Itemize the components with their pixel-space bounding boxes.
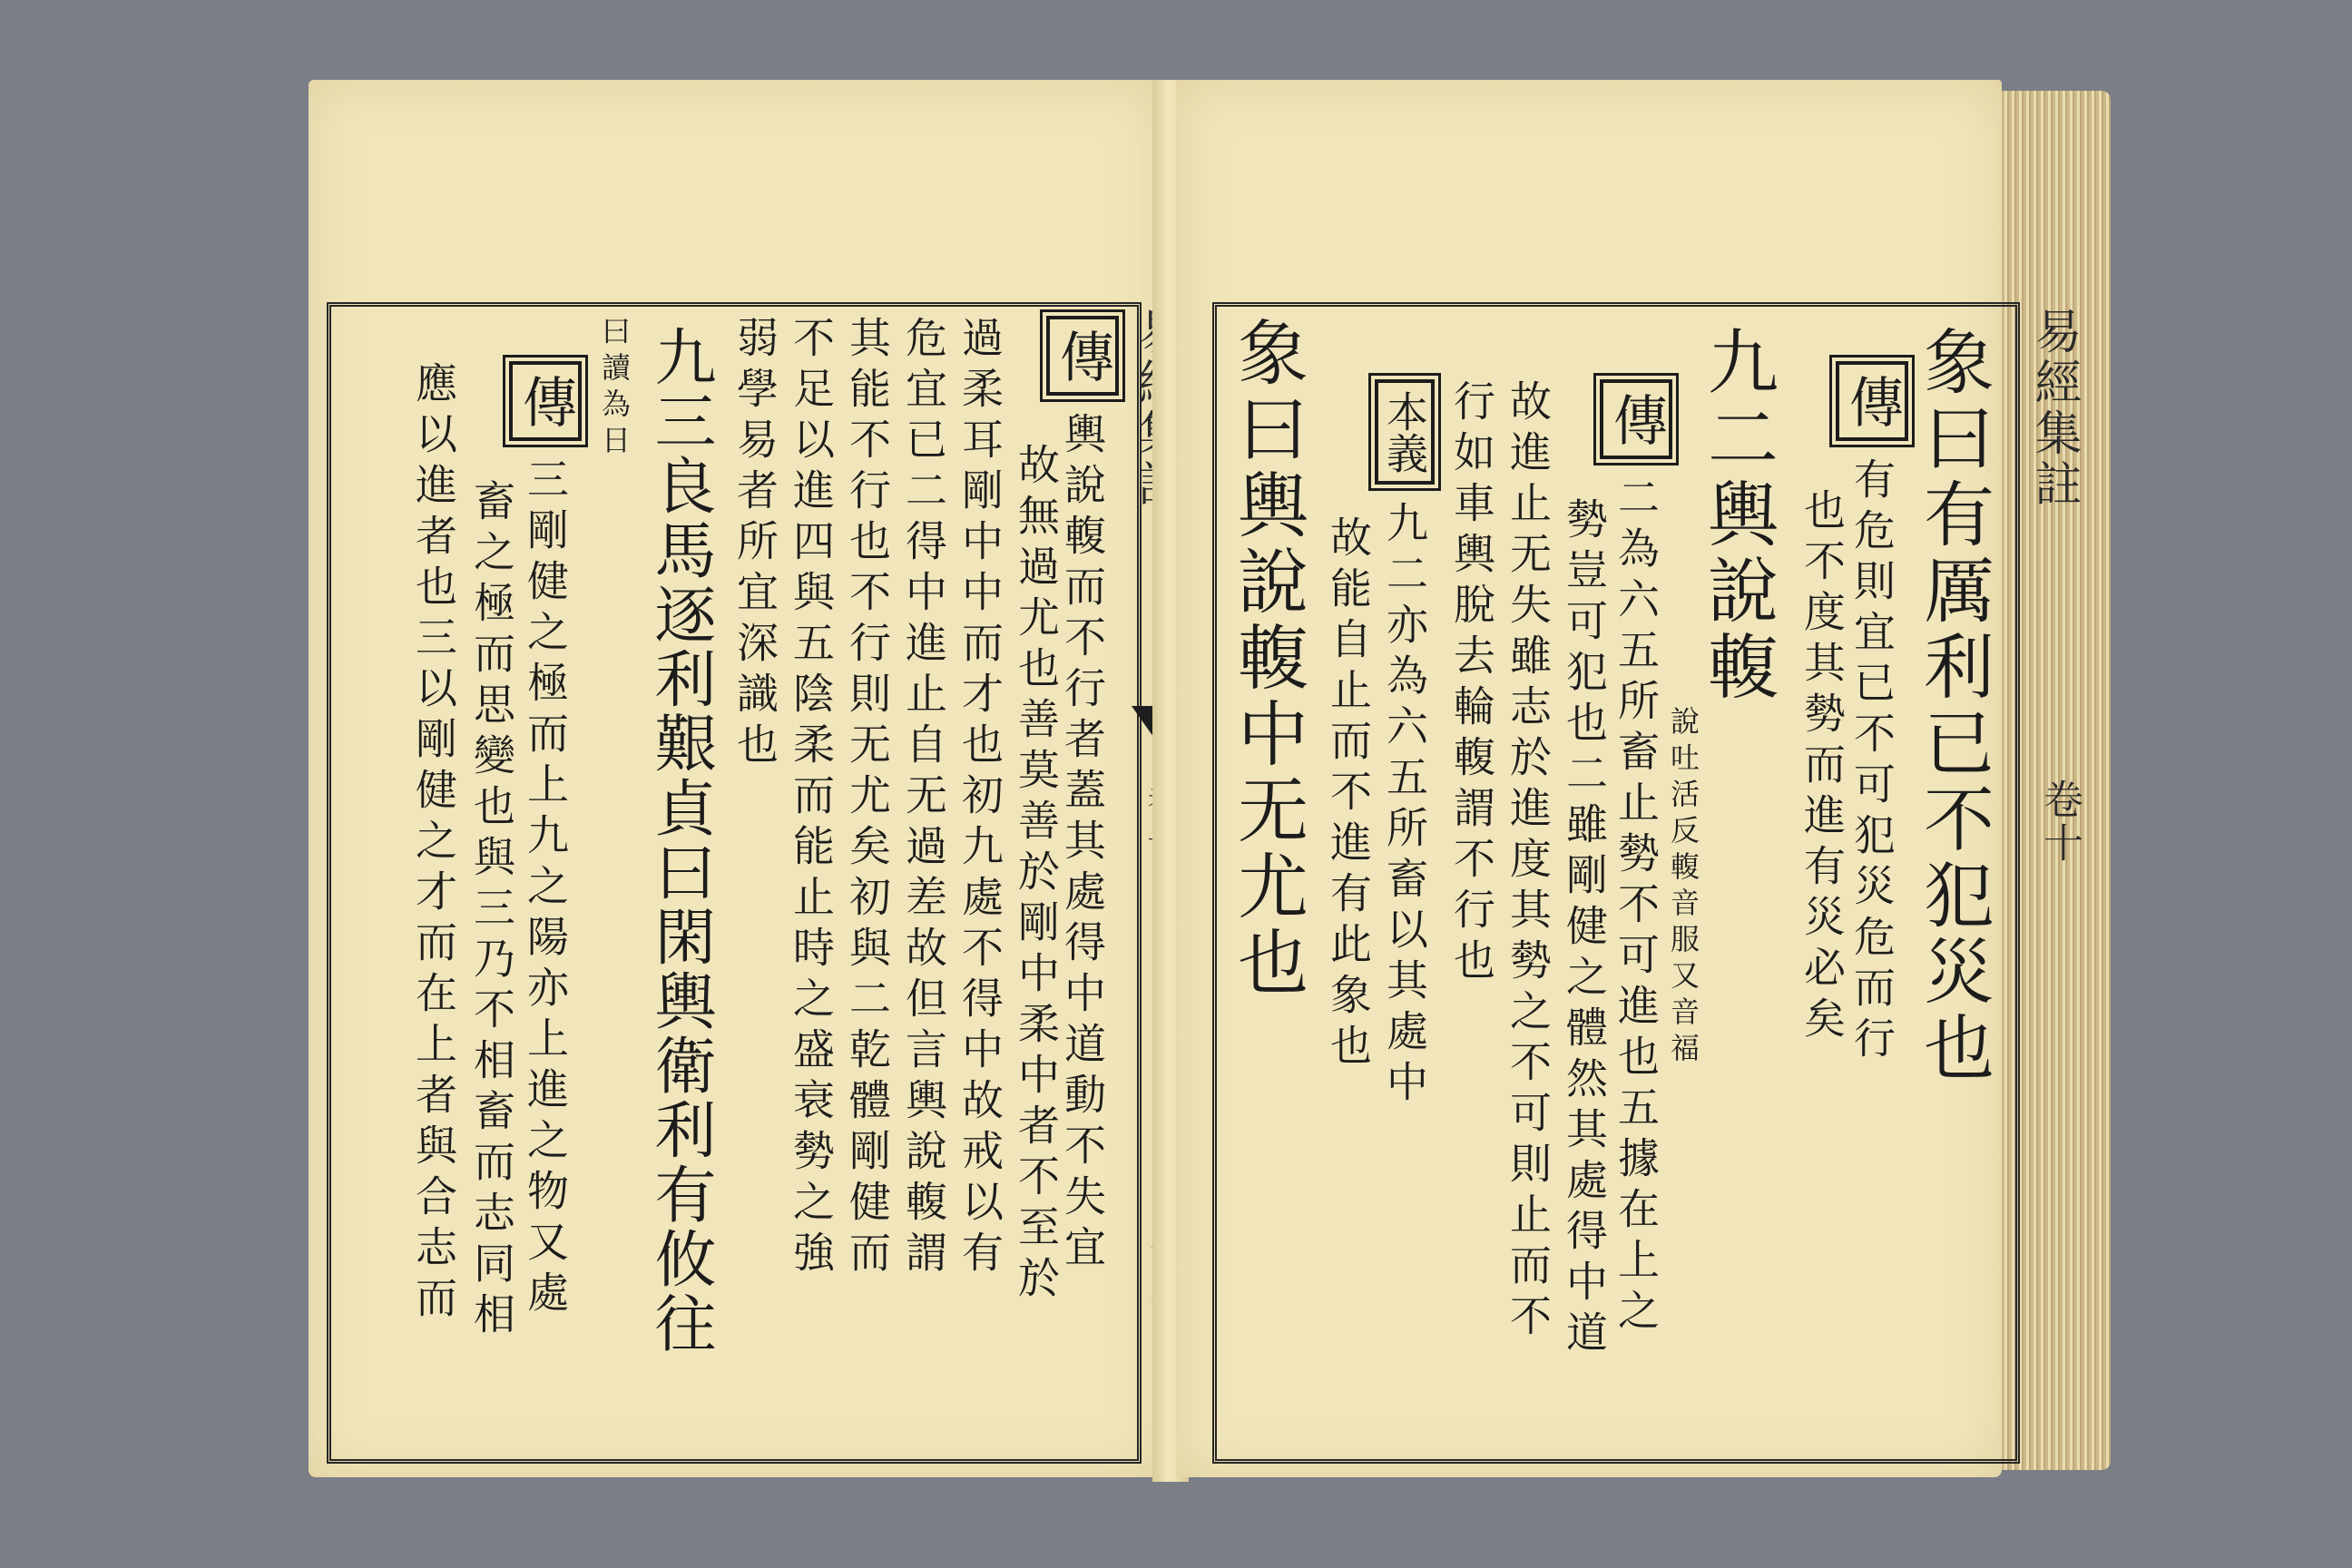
- zhuan-badge-2: 傳: [509, 361, 582, 441]
- right-col-7: 勢豈可犯也二雖剛健之體然其處得中道: [1560, 497, 1609, 1361]
- left-col-3: 過柔耳剛中中而才也初九處不得中故戒以有: [956, 316, 1004, 1281]
- right-col-5: 說吐活反輹音服又音福: [1666, 706, 1700, 1069]
- right-col-4: 九二輿說輹: [1696, 325, 1778, 706]
- right-col-6: 傳二為六五所畜止勢不可進也五據在上之: [1600, 379, 1672, 1339]
- zhuan-badge-4: 傳: [1600, 379, 1672, 459]
- open-book: [309, 80, 2151, 1486]
- left-col-4: 危宜已二得中進止自无過差故但言輿說輹謂: [899, 316, 948, 1281]
- right-col-2: 傳有危則宜已不可犯災危而行: [1836, 361, 1908, 1067]
- left-col-12: 應以進者也三以剛健之才而在上者與合志而: [409, 361, 458, 1327]
- right-text-frame: [1212, 302, 2082, 1464]
- left-col-1: 傳輿說輹而不行者蓋其處得中道動不失宜: [1046, 316, 1119, 1276]
- right-col-11: 故能自止而不進有此象也: [1324, 515, 1373, 1074]
- left-col-8: 九三良馬逐利艱貞曰閑輿衛利有攸往: [644, 325, 716, 1356]
- left-text-frame: [327, 302, 1142, 1464]
- zhuan-badge-3: 傳: [1836, 361, 1908, 441]
- right-col-3: 也不度其勢而進有災必矣: [1798, 488, 1847, 1047]
- left-col-6: 不足以進四與五陰柔而能止時之盛衰勢之強: [787, 316, 836, 1281]
- left-col-10: 傳三剛健之極而上九之陽亦上進之物又處: [509, 361, 582, 1321]
- left-col-7: 弱學易者所宜深識也: [730, 316, 779, 773]
- right-col-12: 象曰輿說輹中无尤也: [1226, 316, 1308, 1002]
- zhuan-badge: 傳: [1046, 316, 1119, 396]
- right-col-10: 本義九二亦為六五所畜以其處中: [1375, 379, 1435, 1111]
- left-col-2: 故無過尤也善莫善於剛中柔中者不至於: [1012, 443, 1061, 1307]
- right-col-9: 行如車輿脫去輪輹謂不行也: [1447, 379, 1496, 989]
- right-col-1: 象曰有厲利已不犯災也: [1912, 325, 1994, 1087]
- right-margin-title: 易經集註: [2026, 307, 2081, 510]
- benyi-badge: 本義: [1375, 379, 1435, 485]
- right-col-8: 故進止无失雖志於進度其勢之不可則止而不: [1504, 379, 1553, 1345]
- left-col-5: 其能不行也不行則无尤矣初與二乾體剛健而: [843, 316, 892, 1281]
- left-page: [309, 80, 1161, 1477]
- right-page: [1176, 80, 2082, 1477]
- right-margin-volume: 卷十: [2036, 779, 2082, 866]
- left-col-9: 曰讀為日: [597, 316, 632, 461]
- left-col-11: 畜之極而思變也與三乃不相畜而志同相: [467, 479, 516, 1343]
